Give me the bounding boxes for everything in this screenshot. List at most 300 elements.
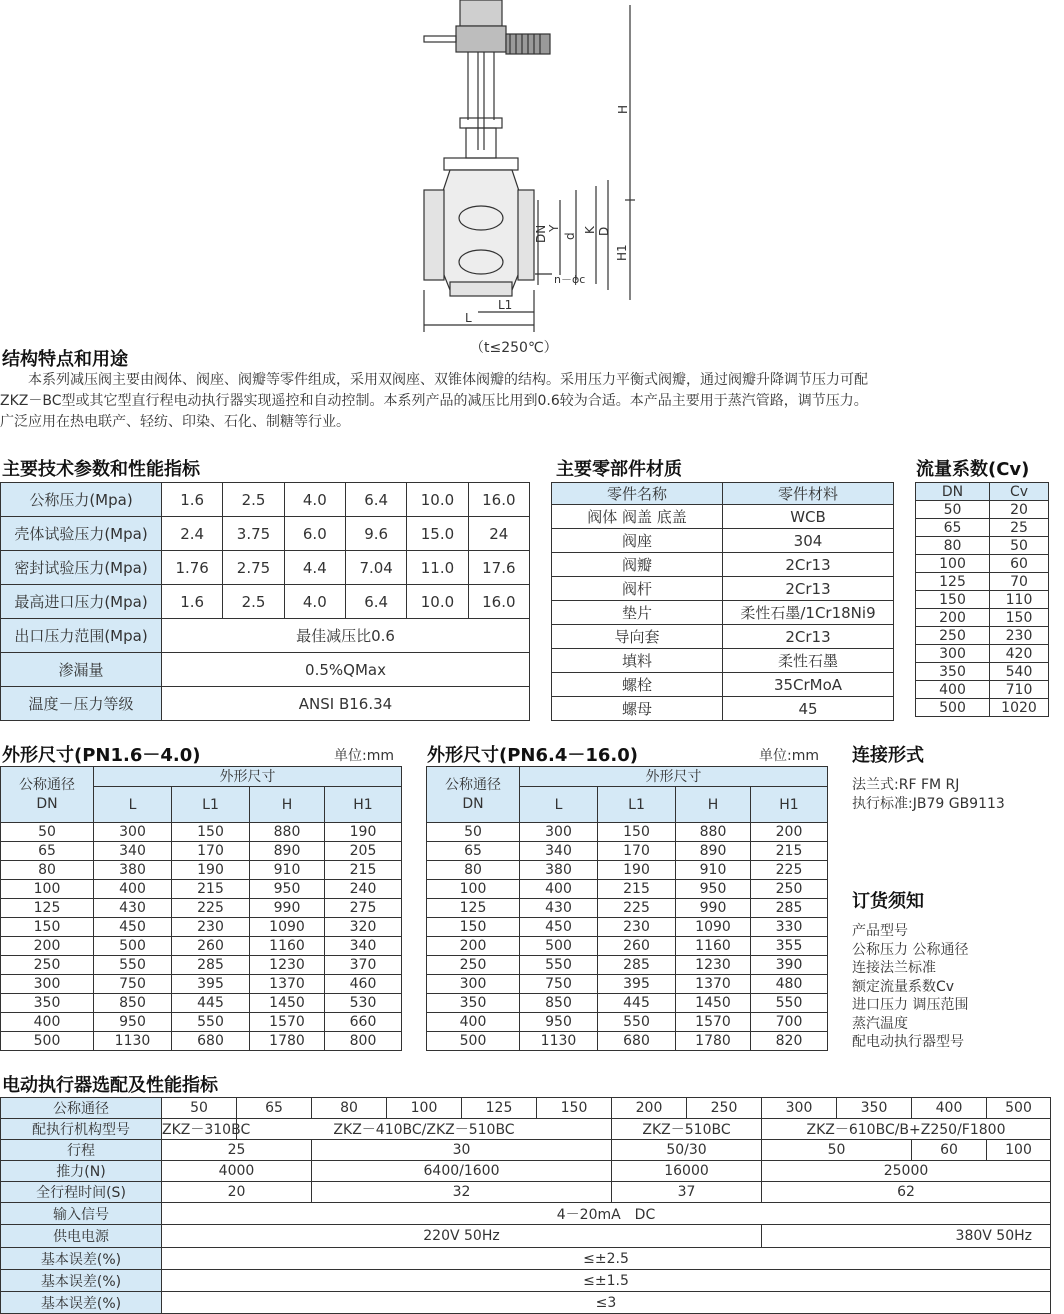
dim2-cell: 100 xyxy=(427,880,520,899)
dim2-cell: 820 xyxy=(751,1032,828,1051)
tech-row xyxy=(1,619,530,653)
dim2-header-dn-code: DN xyxy=(462,795,484,812)
flow-row xyxy=(916,537,1049,555)
dim2-row xyxy=(427,918,828,937)
dim1-header-col: H xyxy=(250,787,325,823)
dim1-cell: 680 xyxy=(172,1032,250,1051)
dim1-cell: 850 xyxy=(94,994,172,1013)
actuator-thrust: 25000 xyxy=(762,1161,1051,1182)
label-L: L xyxy=(465,311,472,325)
actuator-dn: 400 xyxy=(912,1098,987,1119)
dim1-cell: 660 xyxy=(325,1013,402,1032)
materials-row xyxy=(552,553,894,577)
actuator-label: 全行程时间(S) xyxy=(1,1182,162,1203)
tech-value: 15.0 xyxy=(407,517,468,551)
dim1-cell: 550 xyxy=(172,1013,250,1032)
actuator-label: 基本误差(%) xyxy=(1,1270,162,1292)
dim1-cell: 1090 xyxy=(250,918,325,937)
flow-cell: 125 xyxy=(916,573,990,591)
flow-row xyxy=(916,591,1049,609)
dim1-cell: 750 xyxy=(94,975,172,994)
dim2-cell: 300 xyxy=(520,823,598,842)
dim2-cell: 880 xyxy=(676,823,751,842)
tech-value: ANSI B16.34 xyxy=(162,687,530,721)
dim1-row xyxy=(1,823,402,842)
dim2-cell: 1230 xyxy=(676,956,751,975)
dim2-header-dn-label: 公称通径 xyxy=(445,776,501,793)
dim1-row xyxy=(1,956,402,975)
tech-value: 1.6 xyxy=(162,585,223,619)
label-H1: H1 xyxy=(615,244,629,261)
dim2-row xyxy=(427,823,828,842)
dim2-cell: 750 xyxy=(520,975,598,994)
dim1-header-row xyxy=(1,767,402,787)
flow-cell: 25 xyxy=(990,519,1049,537)
flow-cell: 50 xyxy=(916,501,990,519)
dim1-cell: 950 xyxy=(250,880,325,899)
dim1-cell: 80 xyxy=(1,861,94,880)
actuator-label: 基本误差(%) xyxy=(1,1292,162,1314)
dim2-cell: 1130 xyxy=(520,1032,598,1051)
tech-label: 密封试验压力(Mpa) xyxy=(1,551,162,585)
dim2-cell: 215 xyxy=(598,880,676,899)
tech-value: 1.6 xyxy=(162,483,223,517)
tech-label: 公称压力(Mpa) xyxy=(1,483,162,517)
dim1-row xyxy=(1,1013,402,1032)
flow-cell: 500 xyxy=(916,699,990,717)
dim2-row xyxy=(427,842,828,861)
flow-cell: 50 xyxy=(990,537,1049,555)
flow-row xyxy=(916,501,1049,519)
tech-row xyxy=(1,653,530,687)
tech-value: 16.0 xyxy=(468,483,529,517)
dim1-header-dn xyxy=(1,767,94,823)
materials-cell: 阀座 xyxy=(552,529,723,553)
materials-cell: 垫片 xyxy=(552,601,723,625)
actuator-dn: 100 xyxy=(387,1098,462,1119)
dim1-cell: 445 xyxy=(172,994,250,1013)
dim2-cell: 350 xyxy=(427,994,520,1013)
flow-row xyxy=(916,699,1049,717)
dim2-cell: 340 xyxy=(520,842,598,861)
flow-row xyxy=(916,609,1049,627)
flow-cell: 420 xyxy=(990,645,1049,663)
dim2-header-dn xyxy=(427,767,520,823)
dim2-cell: 200 xyxy=(427,937,520,956)
order-line: 公称压力 公称通径 xyxy=(852,941,969,958)
dim1-row xyxy=(1,918,402,937)
dim1-cell: 500 xyxy=(1,1032,94,1051)
dim2-cell: 200 xyxy=(751,823,828,842)
dim1-cell: 300 xyxy=(1,975,94,994)
dim2-cell: 1160 xyxy=(676,937,751,956)
actuator-heading: 电动执行器选配及性能指标 xyxy=(2,1075,218,1096)
tech-row xyxy=(1,517,530,551)
dim2-cell: 480 xyxy=(751,975,828,994)
actuator-dn: 125 xyxy=(462,1098,537,1119)
drawing-caption: （t≤250℃） xyxy=(470,340,558,356)
flow-table xyxy=(915,482,1049,717)
materials-cell: 阀杆 xyxy=(552,577,723,601)
dim2-header-col: H1 xyxy=(751,787,828,823)
materials-row xyxy=(552,649,894,673)
materials-row xyxy=(552,601,894,625)
connection-line: 法兰式:RF FM RJ xyxy=(852,777,960,793)
dim2-cell: 1370 xyxy=(676,975,751,994)
dim1-cell: 50 xyxy=(1,823,94,842)
dim1-row xyxy=(1,937,402,956)
dim2-cell: 550 xyxy=(520,956,598,975)
flow-row xyxy=(916,645,1049,663)
actuator-model: ZKZ－610BC/B+Z250/F1800 xyxy=(762,1119,1051,1140)
tech-value: 6.4 xyxy=(345,585,406,619)
dim1-header-col: L xyxy=(94,787,172,823)
actuator-dn: 200 xyxy=(612,1098,687,1119)
order-line: 蒸汽温度 xyxy=(852,1015,908,1032)
flow-cell: 230 xyxy=(990,627,1049,645)
flow-header: Cv xyxy=(990,483,1049,501)
materials-cell: 2Cr13 xyxy=(723,553,894,577)
actuator-thrust: 6400/1600 xyxy=(312,1161,612,1182)
dim1-cell: 890 xyxy=(250,842,325,861)
tech-value: 1.76 xyxy=(162,551,223,585)
dim2-header-group: 外形尺寸 xyxy=(520,767,828,787)
dim1-table xyxy=(0,766,402,1051)
actuator-error: ≤3 xyxy=(162,1292,1051,1314)
dim2-cell: 260 xyxy=(598,937,676,956)
dim2-cell: 450 xyxy=(520,918,598,937)
flow-cell: 150 xyxy=(990,609,1049,627)
flow-cell: 60 xyxy=(990,555,1049,573)
tech-value: 10.0 xyxy=(407,483,468,517)
dim1-cell: 990 xyxy=(250,899,325,918)
actuator-time: 20 xyxy=(162,1182,312,1203)
dim1-cell: 340 xyxy=(94,842,172,861)
flow-header: DN xyxy=(916,483,990,501)
order-heading: 订货须知 xyxy=(852,891,924,912)
dim2-cell: 400 xyxy=(427,1013,520,1032)
dim1-cell: 1130 xyxy=(94,1032,172,1051)
label-L1: L1 xyxy=(498,298,513,312)
dim2-row xyxy=(427,994,828,1013)
dim1-cell: 205 xyxy=(325,842,402,861)
materials-row xyxy=(552,697,894,721)
tech-value: 11.0 xyxy=(407,551,468,585)
tech-heading: 主要技术参数和性能指标 xyxy=(2,459,200,480)
dim1-cell: 230 xyxy=(172,918,250,937)
actuator-time: 37 xyxy=(612,1182,762,1203)
dim2-cell: 150 xyxy=(427,918,520,937)
dim1-cell: 800 xyxy=(325,1032,402,1051)
dim1-cell: 260 xyxy=(172,937,250,956)
dim1-row xyxy=(1,975,402,994)
label-nphic: n－ϕc xyxy=(554,273,586,286)
dim1-header-col: L1 xyxy=(172,787,250,823)
dim2-cell: 285 xyxy=(751,899,828,918)
dim2-cell: 1570 xyxy=(676,1013,751,1032)
materials-heading: 主要零部件材质 xyxy=(556,459,682,480)
dim2-cell: 170 xyxy=(598,842,676,861)
actuator-signal: 4－20mA DC xyxy=(162,1203,1051,1225)
dim2-cell: 430 xyxy=(520,899,598,918)
actuator-label: 行程 xyxy=(1,1140,162,1161)
dim1-cell: 320 xyxy=(325,918,402,937)
tech-label: 壳体试验压力(Mpa) xyxy=(1,517,162,551)
dim1-cell: 460 xyxy=(325,975,402,994)
dim1-row xyxy=(1,861,402,880)
dim2-cell: 500 xyxy=(427,1032,520,1051)
dim2-cell: 225 xyxy=(598,899,676,918)
dim2-cell: 150 xyxy=(598,823,676,842)
materials-cell: 填料 xyxy=(552,649,723,673)
order-line: 连接法兰标准 xyxy=(852,960,936,976)
actuator-stroke: 100 xyxy=(987,1140,1051,1161)
actuator-power: 220V 50Hz xyxy=(162,1225,762,1248)
dim1-row xyxy=(1,994,402,1013)
order-line: 配电动执行器型号 xyxy=(852,1034,964,1050)
features-heading: 结构特点和用途 xyxy=(2,349,128,370)
order-line: 额定流量系数Cv xyxy=(852,978,955,995)
materials-table xyxy=(551,482,894,721)
actuator-dn: 300 xyxy=(762,1098,837,1119)
flow-header-row xyxy=(916,483,1049,501)
materials-header-row xyxy=(552,483,894,505)
dim1-cell: 150 xyxy=(1,918,94,937)
dim2-cell: 550 xyxy=(598,1013,676,1032)
flow-cell: 70 xyxy=(990,573,1049,591)
actuator-model: ZKZ－310BC xyxy=(162,1119,237,1140)
dim1-cell: 530 xyxy=(325,994,402,1013)
dim1-cell: 950 xyxy=(94,1013,172,1032)
dim1-cell: 65 xyxy=(1,842,94,861)
dim2-cell: 355 xyxy=(751,937,828,956)
dim1-cell: 275 xyxy=(325,899,402,918)
flow-cell: 20 xyxy=(990,501,1049,519)
label-D: D xyxy=(597,226,611,236)
label-d: d xyxy=(563,232,577,240)
actuator-dn: 65 xyxy=(237,1098,312,1119)
tech-value: 2.4 xyxy=(162,517,223,551)
flow-row xyxy=(916,663,1049,681)
dim2-cell: 225 xyxy=(751,861,828,880)
materials-row xyxy=(552,673,894,697)
actuator-thrust: 16000 xyxy=(612,1161,762,1182)
dim1-cell: 395 xyxy=(172,975,250,994)
connection-line: 执行标准:JB79 GB9113 xyxy=(852,795,1005,812)
dim1-cell: 285 xyxy=(172,956,250,975)
dim2-unit: 单位:mm xyxy=(759,748,819,764)
materials-row xyxy=(552,625,894,649)
tech-label: 出口压力范围(Mpa) xyxy=(1,619,162,653)
actuator-error: ≤±1.5 xyxy=(162,1270,1051,1292)
flow-cell: 300 xyxy=(916,645,990,663)
dim2-cell: 400 xyxy=(520,880,598,899)
tech-value: 17.6 xyxy=(468,551,529,585)
dim1-cell: 550 xyxy=(94,956,172,975)
actuator-dn: 150 xyxy=(537,1098,612,1119)
dim1-cell: 380 xyxy=(94,861,172,880)
dim1-cell: 215 xyxy=(172,880,250,899)
dim1-cell: 400 xyxy=(1,1013,94,1032)
flow-cell: 400 xyxy=(916,681,990,699)
dim2-cell: 50 xyxy=(427,823,520,842)
tech-value: 4.0 xyxy=(284,483,345,517)
dim1-cell: 340 xyxy=(325,937,402,956)
features-line: ZKZ－BC型或其它型直行程电动执行器实现遥控和自动控制。本系列产品的减压比用到0.6较为合适。本产品主要用于蒸汽管路，调节压力。 xyxy=(0,393,868,409)
dim1-cell: 1230 xyxy=(250,956,325,975)
actuator-label: 公称通径 xyxy=(1,1098,162,1119)
dim2-header-row xyxy=(427,767,828,787)
actuator-dn: 350 xyxy=(837,1098,912,1119)
dim1-cell: 190 xyxy=(325,823,402,842)
materials-cell: 阀瓣 xyxy=(552,553,723,577)
tech-value: 2.5 xyxy=(223,585,284,619)
dim1-cell: 1370 xyxy=(250,975,325,994)
features-line: 广泛应用在热电联产、轻纺、印染、石化、制糖等行业。 xyxy=(0,414,350,430)
flow-cell: 150 xyxy=(916,591,990,609)
tech-value: 4.0 xyxy=(284,585,345,619)
flow-cell: 710 xyxy=(990,681,1049,699)
tech-value: 9.6 xyxy=(345,517,406,551)
dim2-cell: 500 xyxy=(520,937,598,956)
actuator-label: 推力(N) xyxy=(1,1161,162,1182)
dim1-row xyxy=(1,1032,402,1051)
flow-row xyxy=(916,555,1049,573)
dim2-row xyxy=(427,975,828,994)
features-line: 本系列减压阀主要由阀体、阀座、阀瓣等零件组成，采用双阀座、双锥体阀瓣的结构。采用压力平衡式阀瓣，通过阀瓣升降调节压力可配 xyxy=(0,372,868,388)
dim1-cell: 170 xyxy=(172,842,250,861)
dim2-row xyxy=(427,1013,828,1032)
dim2-table xyxy=(426,766,828,1051)
dim2-cell: 65 xyxy=(427,842,520,861)
connection-list xyxy=(852,776,1005,813)
actuator-dn: 80 xyxy=(312,1098,387,1119)
dim1-cell: 100 xyxy=(1,880,94,899)
dim2-cell: 910 xyxy=(676,861,751,880)
dim1-cell: 350 xyxy=(1,994,94,1013)
dim2-row xyxy=(427,880,828,899)
materials-cell: 导向套 xyxy=(552,625,723,649)
dim2-cell: 250 xyxy=(427,956,520,975)
dim2-heading: 外形尺寸(PN6.4－16.0) xyxy=(427,745,639,766)
tech-row xyxy=(1,687,530,721)
materials-cell: 柔性石墨/1Cr18Ni9 xyxy=(723,601,894,625)
dim1-cell: 125 xyxy=(1,899,94,918)
dim2-cell: 445 xyxy=(598,994,676,1013)
dim1-row xyxy=(1,842,402,861)
dim2-row xyxy=(427,861,828,880)
tech-value: 7.04 xyxy=(345,551,406,585)
dim1-cell: 400 xyxy=(94,880,172,899)
dim2-row xyxy=(427,956,828,975)
materials-cell: 45 xyxy=(723,697,894,721)
materials-header: 零件材料 xyxy=(723,483,894,505)
dim1-header-col: H1 xyxy=(325,787,402,823)
flow-row xyxy=(916,573,1049,591)
tech-value: 10.0 xyxy=(407,585,468,619)
dim1-cell: 1570 xyxy=(250,1013,325,1032)
materials-cell: 螺栓 xyxy=(552,673,723,697)
order-line: 产品型号 xyxy=(852,923,908,939)
flow-row xyxy=(916,627,1049,645)
tech-value: 6.4 xyxy=(345,483,406,517)
materials-cell: 2Cr13 xyxy=(723,625,894,649)
dim1-cell: 215 xyxy=(325,861,402,880)
dim1-unit: 单位:mm xyxy=(334,748,394,764)
dim1-cell: 240 xyxy=(325,880,402,899)
dim1-cell: 1160 xyxy=(250,937,325,956)
materials-cell: 螺母 xyxy=(552,697,723,721)
actuator-thrust: 4000 xyxy=(162,1161,312,1182)
order-list xyxy=(852,922,968,1052)
materials-row xyxy=(552,529,894,553)
label-K: K xyxy=(583,226,597,234)
dim2-cell: 125 xyxy=(427,899,520,918)
materials-cell: 35CrMoA xyxy=(723,673,894,697)
tech-row xyxy=(1,585,530,619)
flow-cell: 110 xyxy=(990,591,1049,609)
dim1-row xyxy=(1,880,402,899)
dim2-header-col: L xyxy=(520,787,598,823)
flow-cell: 80 xyxy=(916,537,990,555)
dim2-cell: 1780 xyxy=(676,1032,751,1051)
dim2-header-col: L1 xyxy=(598,787,676,823)
tech-value: 2.5 xyxy=(223,483,284,517)
tech-label: 渗漏量 xyxy=(1,653,162,687)
flow-row xyxy=(916,681,1049,699)
dim2-cell: 680 xyxy=(598,1032,676,1051)
materials-cell: 柔性石墨 xyxy=(723,649,894,673)
features-paragraph xyxy=(0,370,1064,433)
dim2-row xyxy=(427,937,828,956)
tech-value: 最佳减压比0.6 xyxy=(162,619,530,653)
tech-label: 温度－压力等级 xyxy=(1,687,162,721)
dim1-cell: 1450 xyxy=(250,994,325,1013)
label-DN: DN xyxy=(534,224,548,243)
materials-header: 零件名称 xyxy=(552,483,723,505)
flow-cell: 200 xyxy=(916,609,990,627)
materials-row xyxy=(552,505,894,529)
actuator-dn: 500 xyxy=(987,1098,1051,1119)
actuator-label: 输入信号 xyxy=(1,1203,162,1225)
actuator-error: ≤±2.5 xyxy=(162,1248,1051,1270)
actuator-stroke: 25 xyxy=(162,1140,312,1161)
dim2-cell: 250 xyxy=(751,880,828,899)
actuator-time: 62 xyxy=(762,1182,1051,1203)
dim2-cell: 1450 xyxy=(676,994,751,1013)
dim1-cell: 150 xyxy=(172,823,250,842)
actuator-label: 供电电源 xyxy=(1,1225,162,1248)
actuator-table xyxy=(0,1097,1051,1314)
dim2-cell: 395 xyxy=(598,975,676,994)
dim1-cell: 200 xyxy=(1,937,94,956)
dim1-header-dn-label: 公称通径 xyxy=(19,776,75,793)
dim2-cell: 190 xyxy=(598,861,676,880)
dim2-cell: 950 xyxy=(676,880,751,899)
dim1-cell: 1780 xyxy=(250,1032,325,1051)
order-line: 进口压力 调压范围 xyxy=(852,997,969,1013)
tech-value: 0.5%QMax xyxy=(162,653,530,687)
dim2-cell: 330 xyxy=(751,918,828,937)
dim2-cell: 950 xyxy=(520,1013,598,1032)
actuator-stroke: 50 xyxy=(762,1140,912,1161)
dim1-cell: 500 xyxy=(94,937,172,956)
dim2-cell: 300 xyxy=(427,975,520,994)
valve-drawing xyxy=(410,0,650,340)
actuator-stroke: 30 xyxy=(312,1140,612,1161)
dim1-cell: 370 xyxy=(325,956,402,975)
dim2-cell: 990 xyxy=(676,899,751,918)
